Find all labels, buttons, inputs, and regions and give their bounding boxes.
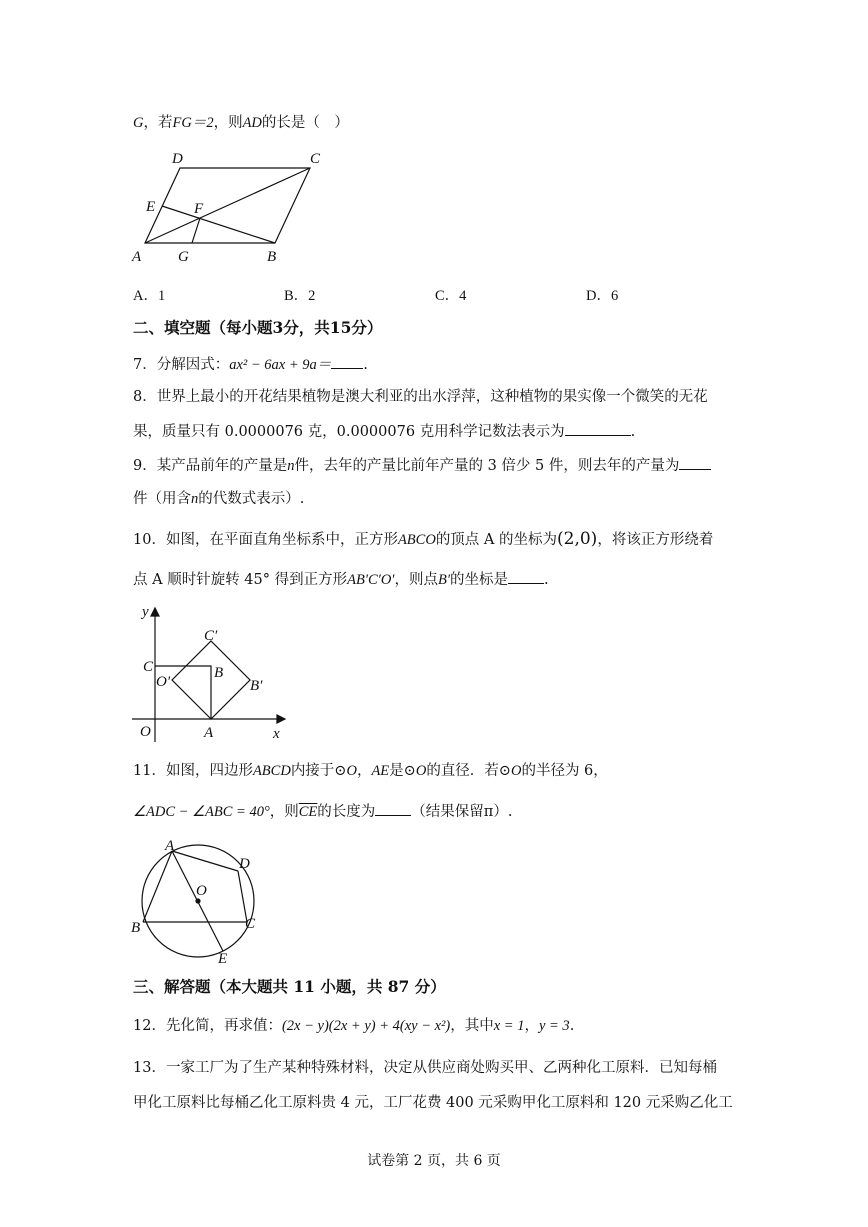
q10-square-rotated: AB′C′O′ (347, 572, 395, 588)
q6-choice-c: C．4 (435, 288, 467, 304)
y-axis-arrow (151, 608, 159, 616)
q6-segment-ad: AD (242, 115, 262, 131)
q6-equation: FG＝2 (172, 115, 214, 131)
q7-end: . (363, 357, 368, 373)
label-f: F (194, 201, 204, 217)
q12-text-b: ，其中 (450, 1018, 494, 1034)
q11-diameter-ae: AE (371, 763, 390, 779)
segment-dc (238, 871, 247, 922)
q9-text-c: 件（用含 (133, 491, 191, 507)
q10-coordinate: (2,0) (557, 529, 598, 549)
label-d: D (239, 856, 250, 872)
q8-end: . (630, 424, 636, 440)
q6-stem-suffix: 的长是（ ） (261, 115, 349, 131)
q7-answer-blank (331, 354, 363, 369)
q12-condition-x: x = 1 (493, 1018, 525, 1034)
q12-expression: (2x − y)(2x + y) + 4(xy − x²) (281, 1018, 451, 1034)
q11-line1 (133, 761, 608, 781)
q10-square-abco: ABCO (397, 532, 436, 548)
q6-stem-text: ，若 (143, 115, 173, 131)
q6-parallelogram-figure (128, 145, 338, 270)
q11-circle-o2: O (415, 763, 427, 779)
diagonal-ac (145, 168, 310, 243)
q11-text-b: 内接于⊙ (290, 763, 347, 779)
q12-end: . (569, 1018, 575, 1034)
q6-choice-d: D．6 (586, 288, 619, 304)
label-g: G (178, 249, 189, 265)
q8-answer-blank (565, 421, 631, 436)
label-c: C (245, 916, 256, 932)
q8-line2-text: 果，质量只有 0.0000076 克，0.0000076 克用科学记数法表示为 (133, 424, 565, 440)
q11-circle-o: O (346, 763, 357, 779)
label-o: O (196, 883, 207, 899)
q10-point-b-prime: B′ (437, 572, 451, 588)
q6-choice-b: B．2 (284, 288, 316, 304)
label-c-prime: C′ (204, 628, 218, 644)
label-o-prime: O′ (156, 674, 171, 690)
q9-text-b: 件，去年的产量比前年产量的 3 倍少 5 件，则去年的产量为 (294, 458, 680, 474)
q6-stem-text2: ，则 (213, 115, 243, 131)
q12 (133, 1016, 574, 1036)
q11-circle-o3: O (510, 763, 522, 779)
q11-text-a: 11．如图，四边形 (133, 763, 253, 779)
q13-line2: 甲化工原料比每桶乙化工原料贵 4 元，工厂花费 400 元采购甲化工原料和 120 元采购乙化工 (133, 1095, 733, 1111)
q13-line1: 13．一家工厂为了生产某种特殊材料，决定从供应商处购买甲、乙两种化工原料．已知每桶 (133, 1060, 717, 1076)
q10-coordinate-figure (130, 600, 300, 745)
section-3-title: 三、解答题（本大题共 11 小题，共 87 分） (133, 977, 446, 996)
q10-text-c: ，将该正方形绕着 (597, 532, 714, 548)
label-a: A (204, 725, 214, 741)
q9-text-a: 9．某产品前年的产量是 (133, 458, 288, 474)
segment-eb (162, 206, 275, 243)
q10-line2 (133, 569, 549, 590)
label-b: B (131, 920, 141, 936)
q7-expression: ax² − 6ax + 9a＝ (229, 357, 332, 373)
q11-circle-figure (128, 833, 268, 968)
x-axis-arrow (277, 715, 285, 723)
q9-var-n: n (287, 458, 295, 474)
q6-stem-g: G (133, 115, 144, 131)
q12-condition-y: y = 3 (538, 1018, 570, 1034)
q6-stem (133, 113, 349, 133)
label-b: B (267, 249, 277, 265)
q7 (133, 354, 368, 375)
q8-line2 (133, 421, 635, 442)
center-o (195, 898, 200, 903)
q10-answer-blank (508, 569, 544, 584)
q12-separator: ， (524, 1018, 539, 1034)
label-b-prime: B′ (250, 678, 263, 694)
q10-line1 (133, 529, 713, 550)
label-y: y (142, 604, 149, 620)
q7-text: 7．分解因式： (133, 357, 230, 373)
q8-line1: 8．世界上最小的开花结果植物是澳大利亚的出水浮萍，这种植物的果实像一个微笑的无花 (133, 389, 708, 405)
q9-text-d: 的代数式表示）. (198, 491, 305, 507)
label-e: E (146, 199, 156, 215)
q9-answer-blank (679, 455, 711, 470)
label-b: B (214, 665, 224, 681)
page-footer: 试卷第 2 页，共 6 页 (367, 1153, 501, 1169)
q10-text-b: 的顶点 A 的坐标为 (435, 532, 558, 548)
label-e: E (218, 951, 228, 967)
label-o: O (140, 724, 151, 740)
section-2-title: 二、填空题（每小题3分，共15分） (133, 318, 383, 337)
q11-quadrilateral: ABCD (252, 763, 291, 779)
q9-line2 (133, 489, 304, 509)
label-a: A (132, 249, 142, 265)
q10-text-e: ，则点 (394, 572, 438, 588)
q11-text-c: ， (356, 763, 372, 779)
q9-var-n2: n (191, 491, 199, 507)
label-c: C (143, 659, 154, 675)
q10-text-f: 的坐标是 (450, 572, 509, 588)
q6-choice-a: A．1 (133, 288, 166, 304)
q11-answer-blank (375, 801, 411, 816)
q10-text-d: 点 A 顺时针旋转 45° 得到正方形 (133, 572, 348, 588)
q10-end: . (544, 572, 549, 588)
segment-fg (192, 218, 200, 243)
q11-text-h: 的长度为 (317, 804, 376, 820)
q9-line1 (133, 455, 711, 476)
label-c: C (310, 151, 321, 167)
label-x: x (273, 726, 280, 742)
q11-text-f: 的半径为 6， (521, 763, 608, 779)
q11-text-i: （结果保留π）. (411, 804, 513, 820)
q11-angle-condition: ∠ADC − ∠ABC = 40° (133, 804, 270, 820)
label-d: D (172, 151, 183, 167)
q11-text-e: 的直径．若⊙ (426, 763, 511, 779)
q11-text-d: 是⊙ (389, 763, 416, 779)
q10-text-a: 10．如图，在平面直角坐标系中，正方形 (133, 532, 398, 548)
label-a: A (165, 838, 175, 854)
q11-arc-ce: $\overline{CE}$ (298, 804, 318, 820)
q12-text-a: 12．先化简，再求值： (133, 1018, 282, 1034)
q11-text-g: ，则 (269, 804, 299, 820)
q11-line2 (133, 801, 512, 822)
